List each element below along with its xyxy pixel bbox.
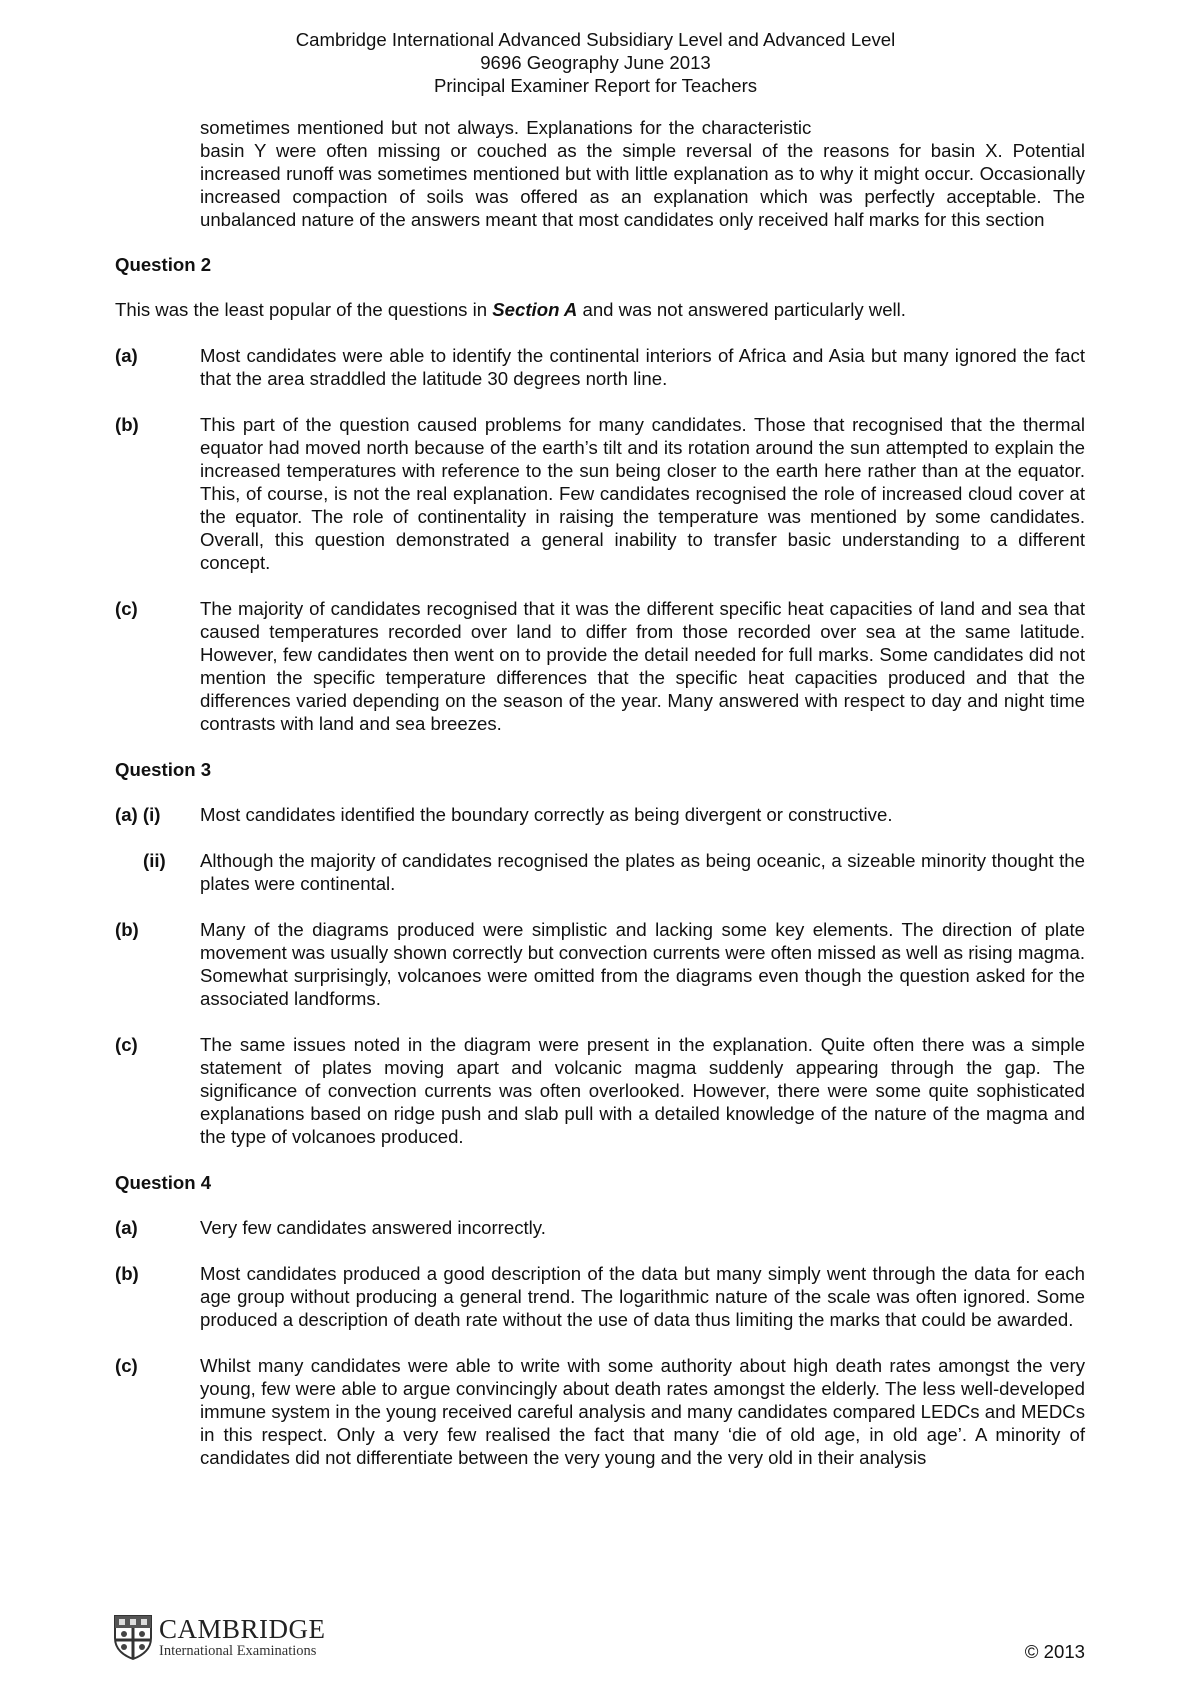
q2-intro-text-after: and was not answered particularly well. [577,299,906,320]
q3-part-a-i-text: Most candidates identified the boundary correctly as being divergent or constructive. [200,804,893,825]
copyright-notice: © 2013 [1024,1641,1085,1662]
cambridge-crest-icon [113,1614,153,1660]
q2-part-a [115,344,1085,390]
logo-wordmark [159,1613,326,1659]
q2-part-c [115,597,1085,735]
q3-part-a-i [115,803,1085,826]
report-body [115,116,1085,1492]
q2-part-c-text: The majority of candidates recognised that it was the different specific heat capacities of land and sea that caused temperatures recorded over land to differ from those recorded over sea at the same latitude. However, few candidates then went on to provide the detail needed for full marks. Some candidates did not mention the specific temperature differences that the specific heat capacities produced and that the differences varied depending on the season of the year. Many answered with respect to day and night time contrasts with land and sea breezes. [200,598,1085,734]
q4-part-a-text: Very few candidates answered incorrectly. [200,1217,546,1238]
q2-intro-text-before: This was the least popular of the questions in [115,299,493,320]
q4-part-c [115,1354,1085,1469]
q3-part-c-label: (c) [115,1034,138,1055]
q3-part-c [115,1033,1085,1148]
q4-part-b-text: Most candidates produced a good description of the data but many simply went through the data for each age group without producing a general trend. The logarithmic nature of the scale was often ignored. Some produced a description of death rate without the use of data thus limiting the marks that could be awarded. [200,1263,1085,1330]
q3-part-b-text: Many of the diagrams produced were simplistic and lacking some key elements. The direction of plate movement was usually shown correctly but convection currents were often missed as well as rising magma. Somewhat surprisingly, volcanoes were omitted from the diagrams even though the question asked for the associated landforms. [200,919,1085,1009]
header-line-1: Cambridge International Advanced Subsidiary Level and Advanced Level [295,29,896,50]
q2-part-a-text: Most candidates were able to identify the continental interiors of Africa and Asia but many ignored the fact that the area straddled the latitude 30 degrees north line. [200,345,1085,389]
continuation-text: basin Y were often missing or couched as the simple reversal of the reasons for basin X. Potential increased runoff was sometimes mentioned but with little explanation as to why it might occur. Occasionally increased compaction of soils was offered as an explanation which was perfectly acceptable. The unbalanced nature of the answers meant that most candidates only received half marks for this section [200,140,1085,230]
page-header [0,28,1191,97]
logo-main-text: CAMBRIDGE [159,1613,326,1644]
continuation-paragraph [200,116,1085,231]
q4-part-c-text: Whilst many candidates were able to write with some authority about high death rates amongst the very young, few were able to argue convincingly about death rates amongst the elderly. The less well-developed immune system in the young received careful analysis and many candidates compared LEDCs and MEDCs in this respect. Only a very few realised the fact that many ‘die of old age, in old age’. A minority of candidates did not differentiate between the very young and the very old in their analysis [200,1355,1085,1468]
q3-part-b [115,918,1085,1010]
q3-part-a-ii-text: Although the majority of candidates recognised the plates as being oceanic, a sizeable minority thought the plates were continental. [200,850,1085,894]
continuation-first-line: sometimes mentioned but not always. Explanations for the characteristic [200,117,812,138]
question-2-heading: Question 2 [115,254,212,275]
q4-part-c-label: (c) [115,1355,138,1376]
question-2-intro [115,298,1085,321]
q4-part-a-label: (a) [115,1217,138,1238]
q3-part-b-label: (b) [115,919,139,940]
header-line-3: Principal Examiner Report for Teachers [433,75,758,96]
header-line-2: 9696 Geography June 2013 [480,52,711,73]
q3-part-a-ii [115,849,1085,895]
section-a-emphasis: Section A [492,299,578,320]
q4-part-b [115,1262,1085,1331]
q3-part-a-i-label: (a) (i) [115,804,161,825]
q2-part-b-text: This part of the question caused problems for many candidates. Those that recognised that the thermal equator had moved north because of the earth’s tilt and its rotation around the sun attempted to explain the increased temperatures with reference to the sun being closer to the earth here rather than at the equator. This, of course, is not the real explanation. Few candidates recognised the role of increased cloud cover at the equator. The role of continentality in raising the temperature was mentioned by some candidates. Overall, this question demonstrated a general inability to transfer basic understanding to a different concept. [200,414,1085,573]
q2-part-a-label: (a) [115,345,138,366]
q4-part-a [115,1216,1085,1239]
q2-part-b [115,413,1085,574]
q3-part-c-text: The same issues noted in the diagram were present in the explanation. Quite often there was a simple statement of plates moving apart and volcanic magma suddenly appearing through the gap. The significance of convection currents was often overlooked. However, there were some quite sophisticated explanations based on ridge push and slab pull with a detailed knowledge of the nature of the magma and the type of volcanoes produced. [200,1034,1085,1147]
q3-part-a-ii-label: (ii) [143,850,166,871]
question-4-heading: Question 4 [115,1172,212,1193]
question-3-heading: Question 3 [115,759,212,780]
q4-part-b-label: (b) [115,1263,139,1284]
q2-part-b-label: (b) [115,414,139,435]
q2-part-c-label: (c) [115,598,138,619]
cambridge-logo [113,1614,326,1660]
logo-sub-text: International Examinations [159,1642,317,1659]
